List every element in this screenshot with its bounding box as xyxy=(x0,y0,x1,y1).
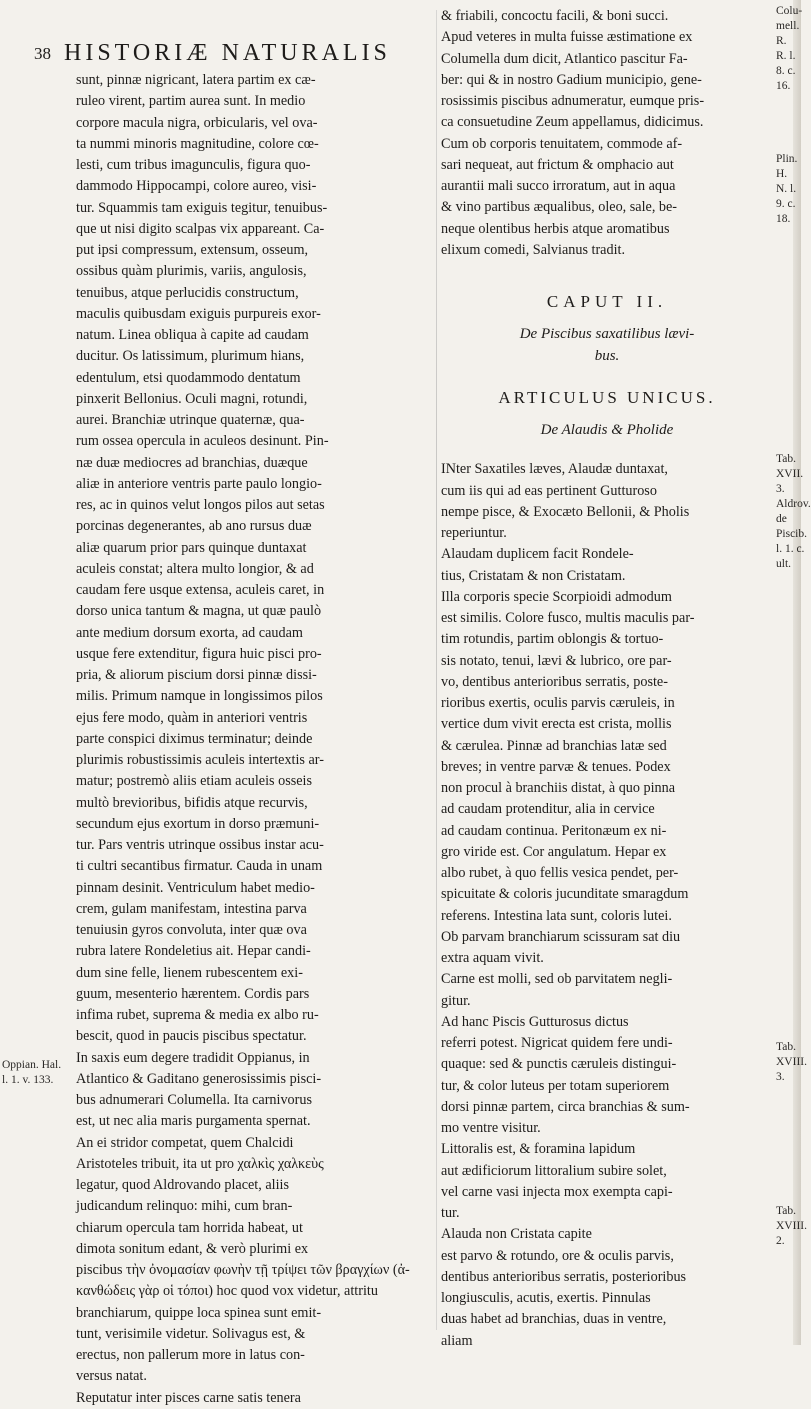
text-line: branchiarum, quippe loca spinea sunt emit- xyxy=(76,1304,322,1321)
text-line: INter Saxatiles læves, Alaudæ duntaxat, xyxy=(441,461,668,478)
margin-note-line: XVII. 3. xyxy=(776,468,804,495)
text-line: pinxerit Bellonius. Oculi magni, rotundi, xyxy=(76,390,308,407)
text-line: extra aquam vivit. xyxy=(441,950,544,966)
text-line: tur. xyxy=(441,1205,460,1221)
text-line: ad caudam protenditur, alia in cervice xyxy=(441,801,655,818)
text-line: bescit, quod in paucis piscibus spectatur. xyxy=(76,1028,307,1045)
margin-note-line: N. l. 9. c. xyxy=(776,183,797,210)
right-margin-note-columella xyxy=(776,4,806,94)
right-body-text xyxy=(441,459,773,1352)
text-line: ca consuetudine Zeum appellamus, didicimus. xyxy=(441,114,704,131)
text-line: est parvo & rotundo, ore & oculis parvis, xyxy=(441,1247,674,1264)
margin-note-line: R. l. 8. c. xyxy=(776,50,796,77)
text-line: sis notato, tenui, lævi & lubrico, ore par- xyxy=(441,652,672,669)
text-line: reperiuntur. xyxy=(441,525,507,541)
text-line: aliam xyxy=(441,1332,473,1349)
text-line: Cum ob corporis tenuitatem, commode af- xyxy=(441,135,683,152)
text-line: matur; postremò aliis etiam aculeis osseis xyxy=(76,773,313,790)
text-line: nempe pisce, & Exocæto Bellonii, & Pholis xyxy=(441,503,690,520)
text-line: plurimis robustissimis aculeis intertextis ar- xyxy=(76,752,324,768)
text-line: crem, gulam manifestam, intestina parva xyxy=(76,900,307,917)
text-line: tim rotundis, partim oblongis & tortuo- xyxy=(441,631,664,648)
text-line: rosissimis piscibus adnumeratur, eumque pris- xyxy=(441,93,705,109)
text-line: est, ut nec alia maris purgamenta spernat. xyxy=(76,1113,311,1130)
running-title: HISTORIÆ NATURALIS xyxy=(64,40,391,66)
text-line: elixum comedi, Salvianus tradit. xyxy=(441,241,626,258)
text-line: Alauda non Cristata capite xyxy=(441,1226,592,1243)
text-line: Illa corporis specie Scorpioidi admodum xyxy=(441,588,672,605)
text-line: judicandum relinquo: mihi, cum bran- xyxy=(76,1198,293,1215)
text-line: secundum ejus exortum in dorso præmuni- xyxy=(76,815,320,832)
text-line: tur. Pars ventris utrinque ossibus instar acu- xyxy=(76,837,324,853)
text-line: piscibus τὴν ὀνομασίαν φωνὴν τῇ τρίψει τῶν βραγχίων (ἀ- xyxy=(76,1262,410,1278)
margin-note-line: Tab. xyxy=(776,453,796,465)
text-line: Ad hanc Piscis Gutturosus dictus xyxy=(441,1013,629,1030)
text-line: κανθώδεις γὰρ οἱ τόποι) hoc quod vox videtur, attritu xyxy=(76,1283,378,1300)
text-line: dorso unica tantum & magna, ut quæ paulò xyxy=(76,603,322,620)
text-line: spicuitate & coloris jucunditate smaragdum xyxy=(441,886,689,903)
text-line: gitur. xyxy=(441,992,471,1009)
margin-note-line: Tab. xyxy=(776,1205,796,1217)
text-line: ossibus quàm plurimis, variis, angulosis, xyxy=(76,263,307,280)
chapter-subtitle-line-2: bus. xyxy=(594,347,620,364)
margin-note-line: XVIII. xyxy=(776,1220,807,1232)
margin-note-line: de Piscib. xyxy=(776,513,807,540)
chapter-subtitle-line-1: De Piscibus saxatilibus lævi- xyxy=(519,326,695,343)
text-line: caudam fere usque extensa, aculeis caret, in xyxy=(76,582,325,598)
text-line: res, ac in quinos velut longos pilos aut setas xyxy=(76,497,325,513)
text-line: natum. Linea obliqua à capite ad caudam xyxy=(76,327,309,343)
text-line: sunt, pinnæ nigricant, latera partim ex cæ- xyxy=(76,72,316,88)
text-line: neque olentibus herbis atque aromatibus xyxy=(441,220,670,237)
text-line: Reputatur inter pisces carne satis tenera xyxy=(76,1389,301,1406)
text-line: Ob parvam branchiarum scissuram sat diu xyxy=(441,928,681,945)
right-text-column xyxy=(441,6,773,1352)
text-line: duas habet ad branchias, duas in ventre, xyxy=(441,1311,667,1328)
text-line: pria, & aliorum piscium dorsi pinnæ dissi- xyxy=(76,667,317,683)
margin-note-line: Aldrov. xyxy=(776,498,811,510)
text-line: pinnam desinit. Ventriculum habet medio- xyxy=(76,879,315,896)
left-margin-note xyxy=(2,1058,62,1088)
text-line: milis. Primum namque in longissimos pilos xyxy=(76,688,323,705)
text-line: albo rubet, à quo fellis vesica pendet, per- xyxy=(441,865,679,881)
text-line: porcinas degenerantes, ab ano rursus duæ xyxy=(76,518,312,535)
text-line: Carne est molli, sed ob parvitatem negli- xyxy=(441,971,673,988)
text-line: put ipsi compressum, extensum, osseum, xyxy=(76,242,309,258)
text-line: ad caudam continua. Peritonæum ex ni- xyxy=(441,822,667,839)
text-line: multò brevioribus, bifidis atque recurvis, xyxy=(76,794,308,811)
text-line: dum sine felle, lienem rubescentem exi- xyxy=(76,964,303,981)
text-line: aurei. Branchiæ utrinque quaternæ, qua- xyxy=(76,412,305,428)
text-line: tunt, verisimile videtur. Solivagus est, & xyxy=(76,1325,306,1342)
text-line: versus natat. xyxy=(76,1368,147,1385)
text-line: Atlantico & Gaditano generosissimis pisci- xyxy=(76,1070,322,1087)
text-line: mo ventre visitur. xyxy=(441,1120,541,1136)
margin-note-line: mell. R. xyxy=(776,20,800,47)
text-line: gro viride est. Cor angulatum. Hepar ex xyxy=(441,843,667,860)
text-line: dorsi pinnæ partem, circa branchias & sum- xyxy=(441,1098,690,1115)
article-heading: ARTICULUS UNICUS. xyxy=(498,387,716,407)
right-intro-text xyxy=(441,6,773,261)
text-line: quaque: sed & punctis cæruleis distingui- xyxy=(441,1056,677,1073)
text-line: ber: qui & in nostro Gadium municipio, gene- xyxy=(441,71,702,88)
text-line: cum iis qui ad eas pertinent Gutturoso xyxy=(441,482,657,499)
text-line: dammodo Hippocampi, colore aureo, visi- xyxy=(76,178,317,195)
text-line: edentulum, etsi quodammodo dentatum xyxy=(76,369,301,386)
text-line: & cærulea. Pinnæ ad branchias latæ sed xyxy=(441,737,667,754)
text-line: guum, mesenterio hærentem. Cordis pars xyxy=(76,985,310,1002)
text-line: næ duæ mediocres ad branchias, duæque xyxy=(76,454,308,471)
margin-note-line: 18. xyxy=(776,213,791,225)
text-line: dentibus anterioribus serratis, posterioribus xyxy=(441,1268,687,1285)
text-line: tur, & color luteus per totam superiorem xyxy=(441,1077,670,1094)
text-line: ruleo virent, partim aurea sunt. In medio xyxy=(76,93,306,110)
text-line: Columella dum dicit, Atlantico pascitur Fa- xyxy=(441,50,688,67)
text-line: aurantii mali succo irroratum, aut in aqua xyxy=(441,178,676,194)
text-line: sari nequeat, aut frictum & omphacio aut xyxy=(441,156,674,173)
chapter-heading: CAPUT II. xyxy=(546,292,668,311)
text-line: tenuiusin gyros convoluta, inter quæ ova xyxy=(76,922,307,938)
text-line: rubra latere Rondeletius ait. Hepar candi- xyxy=(76,943,311,960)
text-line: aliæ quarum prior pars quinque duntaxat xyxy=(76,539,307,556)
text-line: referens. Intestina lata sunt, coloris lutei. xyxy=(441,907,672,924)
text-line: non procul à branchiis distat, à quo pinna xyxy=(441,780,676,796)
text-line: est similis. Colore fusco, multis maculis par- xyxy=(441,610,695,626)
right-margin-note-tab-17 xyxy=(776,452,811,572)
text-line: vo, dentibus anterioribus serratis, poste- xyxy=(441,673,668,690)
text-line: & vino partibus æqualibus, oleo, sale, be- xyxy=(441,199,678,216)
text-line: ti cultri secantibus firmatur. Cauda in unam xyxy=(76,858,323,875)
margin-note-line: l. 1. c. ult. xyxy=(776,543,805,570)
text-line: lesti, cum tribus imagunculis, figura quo- xyxy=(76,157,311,173)
text-line: infima rubet, suprema & media ex albo ru- xyxy=(76,1007,319,1023)
text-line: aliæ in anteriore ventris parte paulo longio- xyxy=(76,475,322,492)
text-line: referri potest. Nigricat quidem fere undi- xyxy=(441,1035,673,1051)
right-margin-note-pliny xyxy=(776,152,806,227)
margin-note-line: Colu- xyxy=(776,5,803,17)
margin-note-line: Plin. H. xyxy=(776,153,798,180)
article-subtitle: De Alaudis & Pholide xyxy=(540,422,674,438)
text-line: vertice dum vivit erecta est crista, mollis xyxy=(441,716,672,733)
text-line: usque fere extenditur, figura huic pisci pro- xyxy=(76,645,322,662)
text-line: tenuibus, atque perlucidis constructum, xyxy=(76,284,299,301)
text-line: Littoralis est, & foramina lapidum xyxy=(441,1141,636,1158)
text-line: Alaudam duplicem facit Rondele- xyxy=(441,546,634,563)
text-line: Aristoteles tribuit, ita ut pro χαλκὶς χαλκεὺς xyxy=(76,1155,324,1172)
text-line: vel carne vasi injecta mox exempta capi- xyxy=(441,1183,673,1200)
text-line: rioribus exertis, oculis parvis cæruleis, in xyxy=(441,695,675,711)
margin-note-line: 3. xyxy=(776,1071,785,1083)
text-line: aut ædificiorum littoralium subire solet, xyxy=(441,1162,667,1179)
text-line: longiusculis, acutis, exertis. Pinnulas xyxy=(441,1290,651,1306)
text-line: dimota sonitum edant, & verò plurimi ex xyxy=(76,1240,309,1257)
left-text-column xyxy=(76,70,438,1409)
text-line: chiarum opercula tam horrida habeat, ut xyxy=(76,1219,303,1236)
margin-note-line: Tab. xyxy=(776,1041,796,1053)
right-margin-note-tab-18-2 xyxy=(776,1204,806,1249)
text-line: ante medium dorsum exorta, ad caudam xyxy=(76,624,303,641)
margin-note-line: 16. xyxy=(776,80,791,92)
text-line: An ei stridor competat, quem Chalcidi xyxy=(76,1134,294,1151)
text-line: aculeis constat; altera multo longior, & ad xyxy=(76,560,314,577)
text-line: maculis quibusdam exiguis purpureis exor- xyxy=(76,305,321,322)
text-line: ta nummi minoris magnitudine, colore cœ- xyxy=(76,135,319,152)
text-line: In saxis eum degere tradidit Oppianus, in xyxy=(76,1049,310,1066)
text-line: que ut nisi digito scalpas vix appareant. Ca- xyxy=(76,220,325,237)
text-line: ducitur. Os latissimum, plurimum hians, xyxy=(76,348,305,365)
page-number: 38 xyxy=(34,44,51,63)
right-margin-note-tab-18-3 xyxy=(776,1040,806,1085)
text-line: tur. Squammis tam exiguis tegitur, tenuibus- xyxy=(76,199,328,216)
text-line: legatur, quod Aldrovando placet, aliis xyxy=(76,1177,289,1193)
left-margin-citation: Oppian. Hal. l. 1. v. 133. xyxy=(2,1059,62,1086)
text-line: tius, Cristatam & non Cristatam. xyxy=(441,567,626,584)
text-line: & friabili, concoctu facili, & boni succi. xyxy=(441,8,669,24)
text-line: erectus, non pallerum more in latus con- xyxy=(76,1347,305,1363)
text-line: bus adnumerari Columella. Ita carnivorus xyxy=(76,1092,312,1108)
text-line: parte conspici diximus terminatur; deinde xyxy=(76,730,313,747)
text-line: ejus fere modo, quàm in anteriori ventris xyxy=(76,709,308,726)
text-line: corpore macula nigra, orbicularis, vel ova- xyxy=(76,114,318,131)
margin-note-line: XVIII. xyxy=(776,1056,807,1068)
text-line: Apud veteres in multa fuisse æstimatione ex xyxy=(441,29,693,46)
text-line: rum ossea opercula in aculeos desinunt. Pin- xyxy=(76,433,329,450)
margin-note-line: 2. xyxy=(776,1235,785,1247)
text-line: breves; in ventre parvæ & tenues. Podex xyxy=(441,758,671,775)
